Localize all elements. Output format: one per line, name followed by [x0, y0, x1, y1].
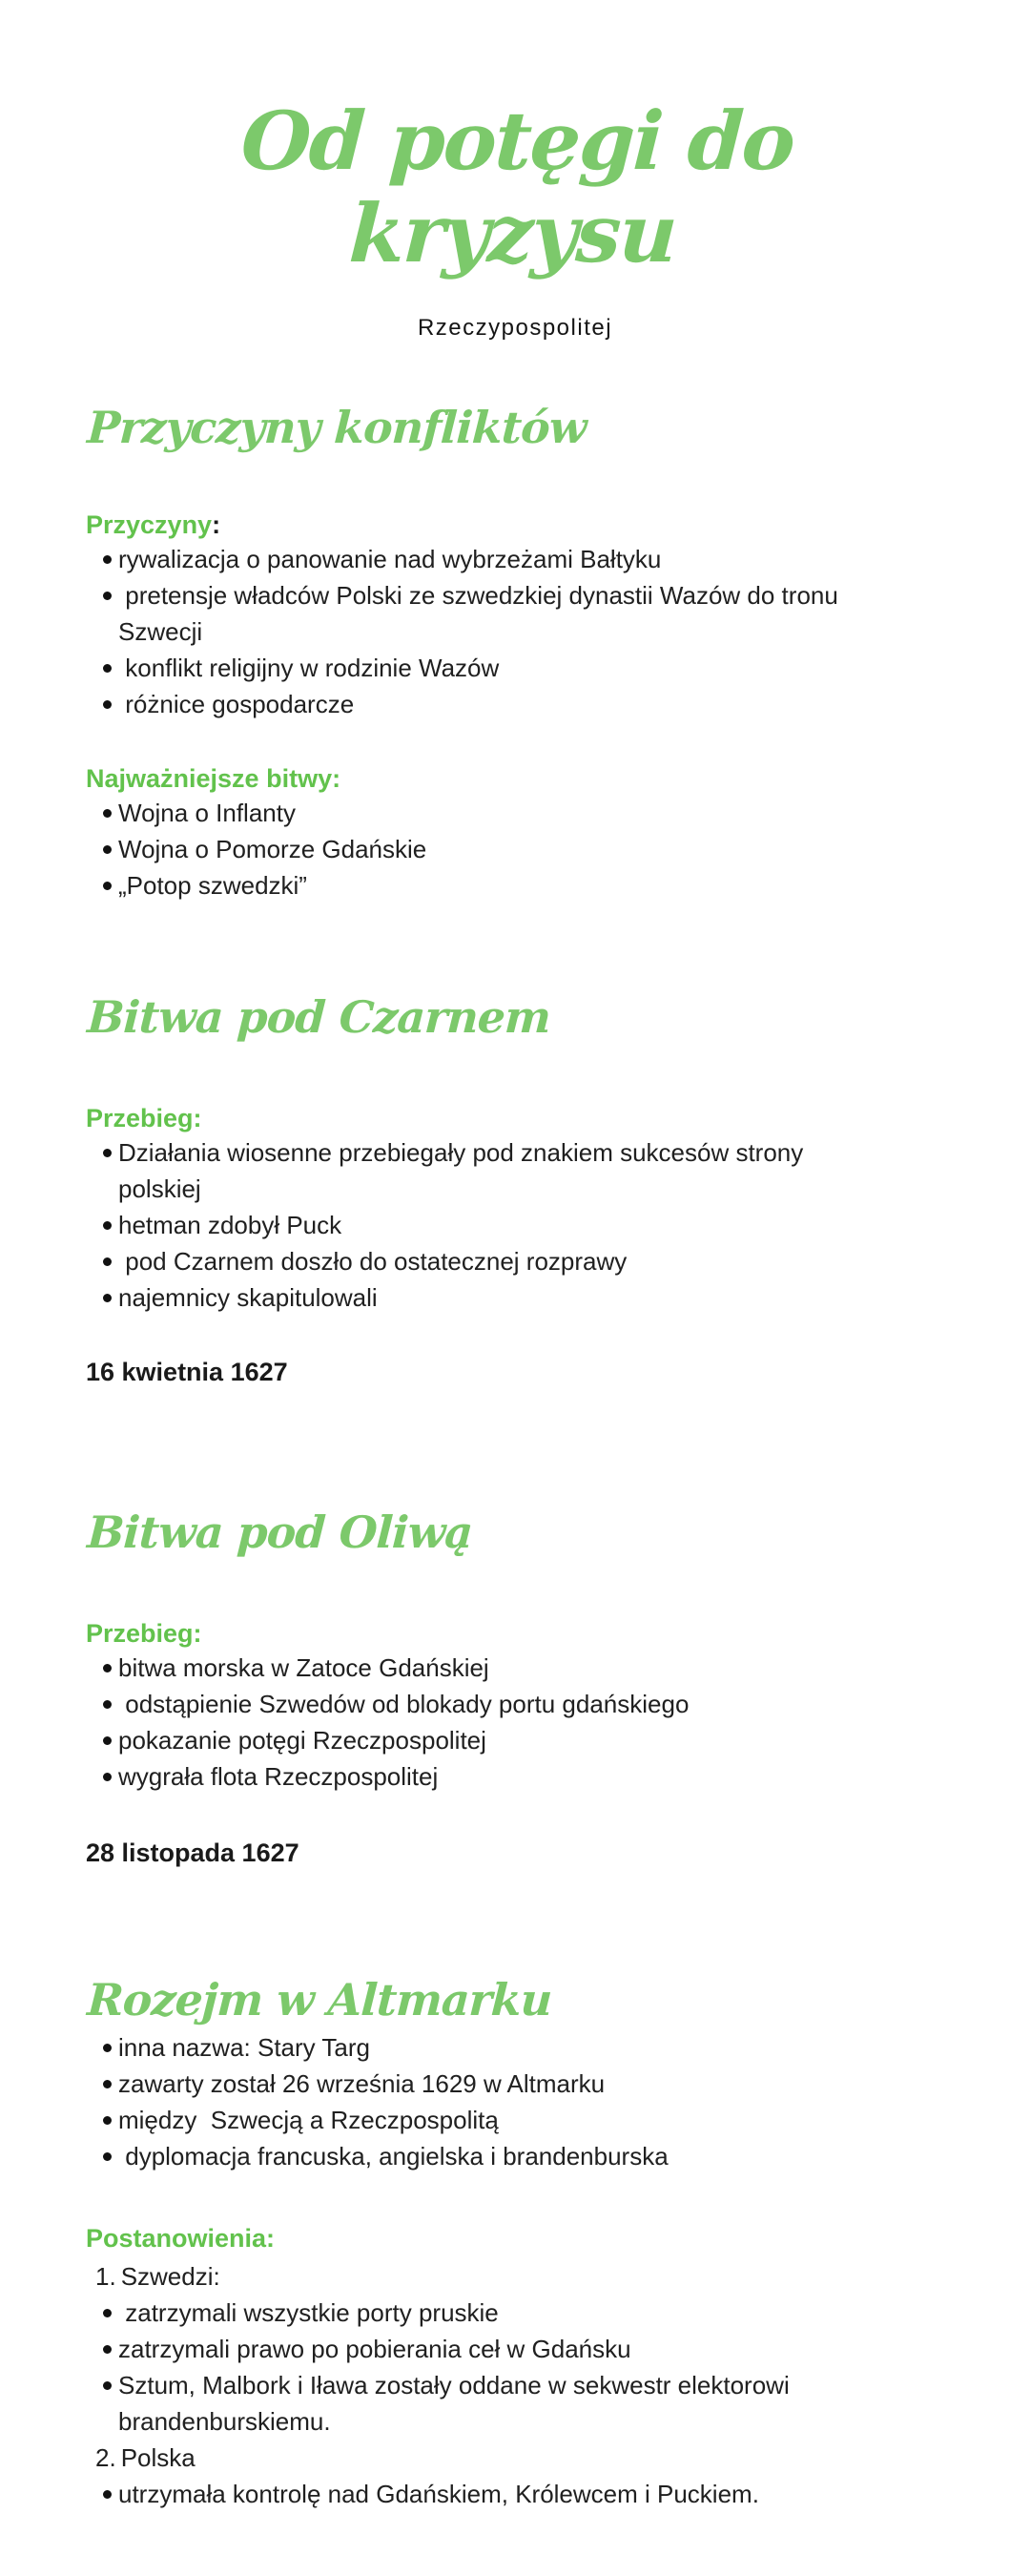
- date-line-czarne: 16 kwietnia 1627: [86, 1358, 288, 1387]
- bullet-text: Wojna o Pomorze Gdańskie: [118, 835, 427, 864]
- bullet-icon: [103, 2116, 112, 2125]
- bullet-text: rywalizacja o panowanie nad wybrzeżami Bałtyku: [118, 545, 662, 574]
- list-item: [86, 1686, 891, 1722]
- list-item: [86, 795, 891, 831]
- bullet-icon: [103, 845, 112, 854]
- label-postanowienia: Postanowienia:: [86, 2224, 276, 2254]
- page-title: Od potęgi do kryzysu: [238, 93, 796, 280]
- bullet-text: zatrzymali prawo po pobierania ceł w Gdańsku: [118, 2335, 631, 2364]
- bullet-icon: [103, 1700, 112, 1709]
- bullet-text: odstąpienie Szwedów od blokady portu gdańskiego: [118, 1690, 690, 1719]
- list-item: [86, 686, 891, 722]
- bullet-text: pretensje władców Polski ze szwedzkiej dynastii Wazów do tronu Szwecji: [118, 581, 846, 647]
- list-item: [86, 1134, 891, 1207]
- bullet-list-altmark: [86, 2029, 944, 2174]
- bullet-list-czarne: [86, 1134, 944, 1316]
- bullet-list-oliwa: [86, 1650, 944, 1795]
- bullet-text: wygrała flota Rzeczpospolitej: [118, 1762, 439, 1792]
- list-item: [86, 1650, 891, 1686]
- bullet-text: Sztum, Malbork i Iława zostały oddane w sekwestr elektorowi brandenburskiemu.: [118, 2371, 796, 2437]
- bullet-text: dyplomacja francuska, angielska i brandenburska: [118, 2142, 669, 2171]
- list-item: [86, 2138, 891, 2174]
- bullet-text: różnice gospodarcze: [118, 690, 355, 719]
- section-heading-bitwa-pod-oliwa: Bitwa pod Oliwą: [86, 1506, 474, 1559]
- bullet-text: najemnicy skapitulowali: [118, 1283, 378, 1313]
- bullet-text: „Potop szwedzki”: [118, 871, 307, 901]
- number: 2.: [95, 2443, 116, 2473]
- bullet-text: utrzymała kontrolę nad Gdańskiem, Królewcem i Puckiem.: [118, 2480, 759, 2509]
- bullet-text: pod Czarnem doszło do ostatecznej rozprawy: [118, 1247, 628, 1277]
- bullet-text: konflikt religijny w rodzinie Wazów: [118, 654, 500, 683]
- bullet-text: zatrzymali wszystkie porty pruskie: [118, 2298, 499, 2328]
- list-item: [86, 1243, 891, 1279]
- label-przebieg-oliwa: Przebieg:: [86, 1619, 202, 1649]
- list-item: [86, 650, 891, 686]
- label-przyczyny-text: Przyczyny: [86, 510, 213, 540]
- label-najwazniejsze-bitwy: Najważniejsze bitwy:: [86, 764, 341, 794]
- list-item: [86, 2476, 891, 2512]
- numbered-label: Polska: [120, 2443, 196, 2473]
- list-item: [86, 2367, 891, 2440]
- bullet-icon: [103, 1221, 112, 1230]
- list-item: [86, 831, 891, 867]
- list-item: [86, 2331, 891, 2367]
- list-item: [86, 577, 891, 650]
- bullet-text: Wojna o Inflanty: [118, 799, 296, 828]
- section-heading-bitwa-pod-czarnem: Bitwa pod Czarnem: [86, 991, 552, 1044]
- bullet-icon: [103, 1664, 112, 1672]
- bullet-icon: [103, 700, 112, 709]
- bullet-list-przyczyny: [86, 541, 944, 722]
- section-heading-rozejm-w-altmarku: Rozejm w Altmarku: [86, 1974, 553, 2026]
- bullet-icon: [103, 1773, 112, 1781]
- bullet-icon: [103, 2080, 112, 2088]
- bullet-icon: [103, 2490, 112, 2499]
- list-item: [86, 2295, 891, 2331]
- section-heading-przyczyny-konfliktow: Przyczyny konfliktów: [86, 402, 587, 454]
- bullet-icon: [103, 2345, 112, 2354]
- bullet-icon: [103, 1149, 112, 1157]
- label-przyczyny-colon: :: [212, 510, 221, 540]
- list-item: [86, 2102, 891, 2138]
- bullet-icon: [103, 809, 112, 818]
- bullet-icon: [103, 2152, 112, 2161]
- list-item: [86, 867, 891, 904]
- bullet-list-polska: [86, 2476, 944, 2512]
- numbered-item-szwedzi: [86, 2258, 944, 2295]
- list-item: [86, 1279, 891, 1316]
- numbered-item-polska: [86, 2440, 944, 2476]
- bullet-icon: [103, 2309, 112, 2317]
- list-item: [86, 541, 891, 577]
- bullet-icon: [103, 2381, 112, 2390]
- list-item: [86, 1207, 891, 1243]
- list-item: [86, 1722, 891, 1758]
- numbered-label: Szwedzi:: [120, 2262, 220, 2292]
- bullet-icon: [103, 2044, 112, 2052]
- list-item: [86, 2066, 891, 2102]
- bullet-text: inna nazwa: Stary Targ: [118, 2033, 370, 2063]
- bullet-text: bitwa morska w Zatoce Gdańskiej: [118, 1653, 489, 1683]
- bullet-list-bitwy: [86, 795, 944, 904]
- list-item: [86, 1758, 891, 1795]
- bullet-icon: [103, 1736, 112, 1745]
- bullet-icon: [103, 1294, 112, 1302]
- bullet-icon: [103, 555, 112, 564]
- number: 1.: [95, 2262, 116, 2292]
- bullet-icon: [103, 664, 112, 673]
- bullet-text: zawarty został 26 września 1629 w Altmarku: [118, 2069, 606, 2099]
- bullet-text: hetman zdobył Puck: [118, 1211, 342, 1240]
- bullet-text: pokazanie potęgi Rzeczpospolitej: [118, 1726, 486, 1755]
- label-przebieg-czarne: Przebieg:: [86, 1104, 202, 1133]
- bullet-icon: [103, 882, 112, 890]
- bullet-text: Działania wiosenne przebiegały pod znakiem sukcesów strony polskiej: [118, 1138, 811, 1204]
- date-line-oliwa: 28 listopada 1627: [86, 1839, 299, 1868]
- bullet-icon: [103, 1257, 112, 1266]
- list-item: [86, 2029, 891, 2066]
- bullet-text: między Szwecją a Rzeczpospolitą: [118, 2106, 499, 2135]
- bullet-list-szwedzi: [86, 2295, 944, 2440]
- page-subtitle: Rzeczypospolitej: [417, 315, 613, 342]
- bullet-icon: [103, 592, 112, 600]
- label-przyczyny: [86, 509, 944, 541]
